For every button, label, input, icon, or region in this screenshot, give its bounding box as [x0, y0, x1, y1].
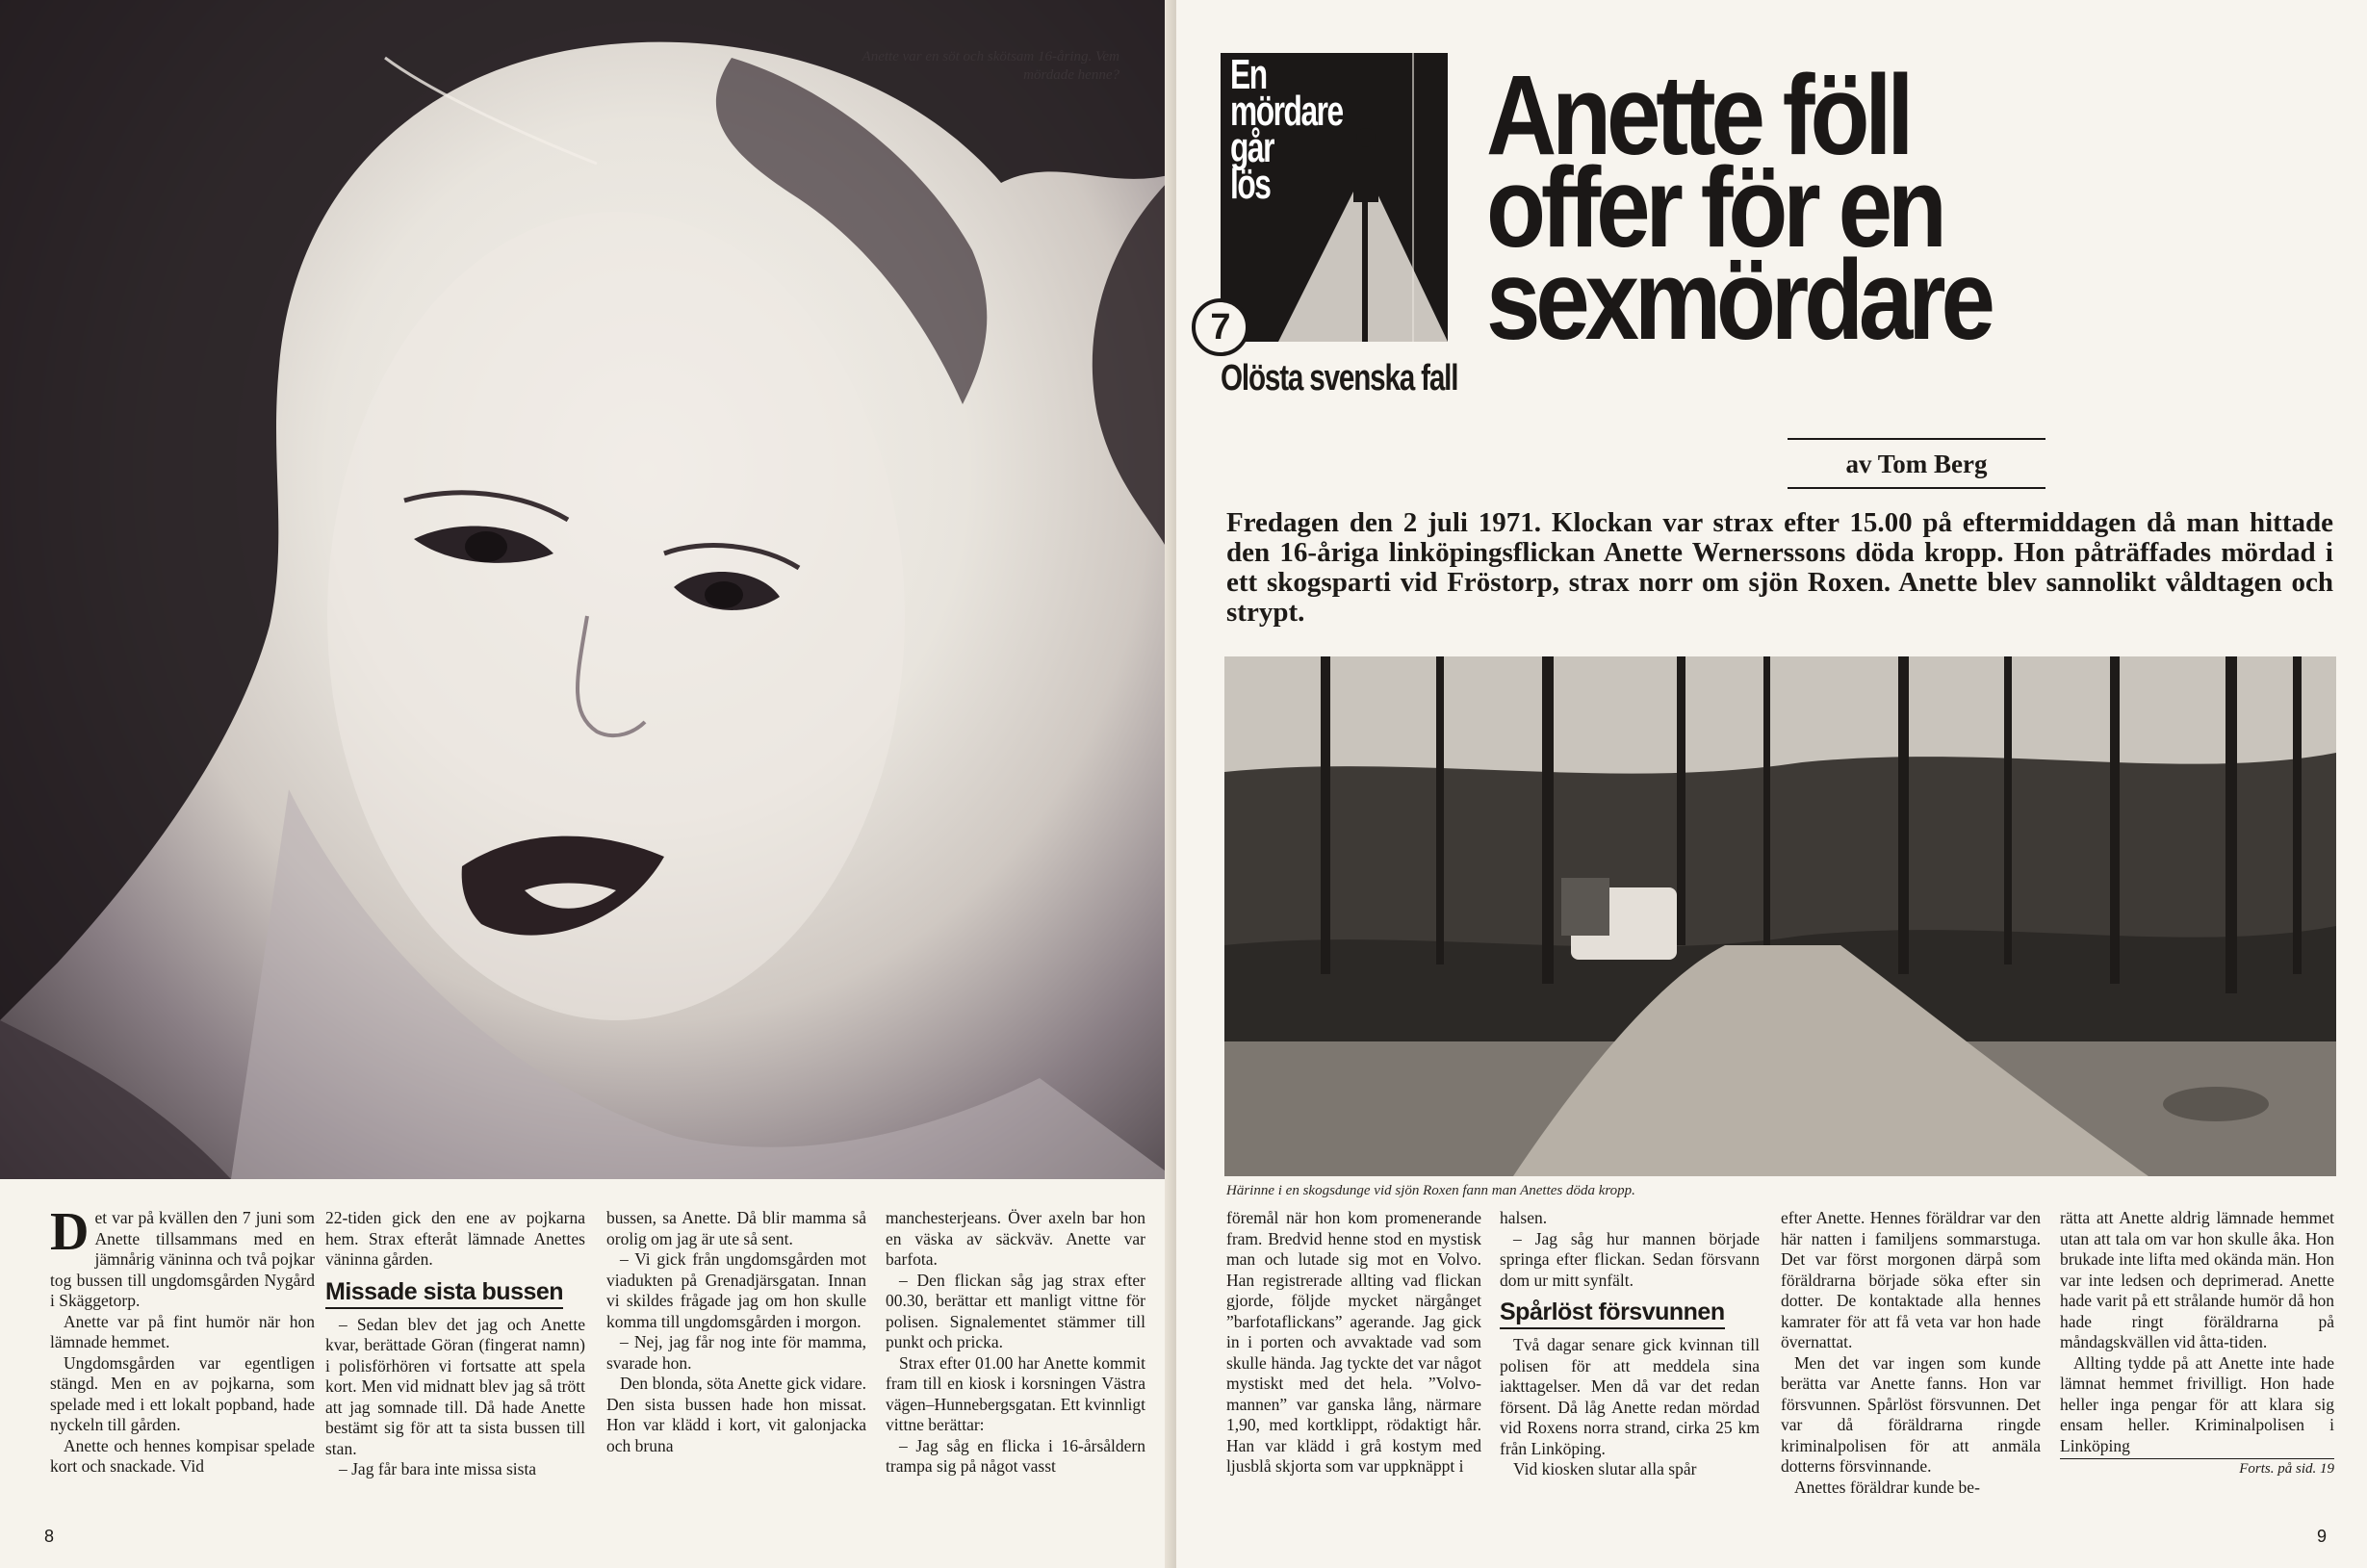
right-column-2 [1500, 1208, 1760, 1480]
forest-photo [1224, 656, 2336, 1176]
drop-cap: D [50, 1202, 90, 1262]
page-number: 8 [44, 1527, 55, 1546]
paragraph: Strax efter 01.00 har Anette kommit fram till en kiosk i korsningen Västra vägen–Hunnebergsgatan. Ett kvinnligt vittne berättar: [886, 1352, 1145, 1434]
paragraph: – Jag såg hur mannen började springa efter flickan. Sedan försvann dom ur mitt synfält. [1500, 1228, 1760, 1290]
paragraph: – Den flickan såg jag strax efter 00.30, berättar ett manligt vittne för polisen. Signalementet stämmer till punkt och pricka. [886, 1270, 1145, 1351]
headline-line: offer för en [1486, 144, 1942, 271]
paragraph: efter Anette. Hennes föräldrar var den här natten i familjens sommarstuga. Det var först morgonen därpå som föräldrarna började söka efter sin dotter. De kontaktade alla hennes kamrater för att få veta var hon hade övernattat. [1781, 1208, 2041, 1351]
subheading: Spårlöst försvunnen [1500, 1298, 1725, 1329]
paragraph: Anette och hennes kompisar spelade kort och snackade. Vid [50, 1435, 315, 1476]
headline-line: Anette föll [1486, 52, 1910, 179]
headline-line: sexmördare [1486, 237, 1991, 364]
paragraph: Ungdomsgården var egentligen stängd. Men en av pojkarna, som spelade med i ett lokalt popband, hade nyckeln till gården. [50, 1352, 315, 1434]
paragraph: manchesterjeans. Över axeln bar hon en väska av säckväv. Anette var barfota. [886, 1208, 1145, 1269]
right-column-4 [2060, 1208, 2334, 1480]
subheading: Missade sista bussen [325, 1278, 563, 1309]
series-title: En mördare går lös [1230, 53, 1343, 208]
paragraph: – Sedan blev det jag och Anette kvar, berättade Göran (fingerat namn) i polisförhören vi fortsatte att spela kort. Men vid midnatt blev jag så trött att jag somnade till. Då hade Anette bestämt sig för att ta sista bussen till stan. [325, 1314, 585, 1458]
paragraph: Anette var på fint humör när hon lämnade hemmet. [50, 1311, 315, 1351]
left-column-4 [886, 1208, 1145, 1478]
paragraph: Allting tydde på att Anette inte hade lämnat hemmet frivilligt. Hon hade heller inga pengar för att klara sig ensam heller. Kriminalpolisen i Linköping [2060, 1352, 2334, 1455]
page-number: 9 [2316, 1527, 2327, 1546]
left-column-1 [50, 1202, 315, 1478]
paragraph: – Jag får bara inte missa sista [339, 1459, 537, 1478]
paragraph: 22-tiden gick den ene av pojkarna hem. Strax efteråt lämnade Anettes väninna gården. [325, 1208, 585, 1269]
paragraph: föremål när hon kom promenerande fram. Bredvid henne stod en mystisk man och lutade sig mot en Volvo. Han registrerade allting vad flickan gjorde, följde mycket närgånget ”barfotaflickans” agerande. Jag gick in i porten och avvaktade vad som skulle hända. Jag tyckte det var något mystiskt med det hela. ”Volvo-mannen” var ganska lång, närmare 1,90, med kortklippt, rödaktigt hår. Han var klädd i grå kostym med ljusblå skjorta som var uppknäppt i [1226, 1208, 1481, 1476]
portrait-photo [0, 0, 1176, 1179]
series-subtitle: Olösta svenska fall [1221, 358, 1458, 398]
photo-caption: Härinne i en skogsdunge vid sjön Roxen fann man Anettes döda kropp. [1226, 1183, 1635, 1198]
portrait-illustration [0, 0, 1176, 1179]
byline: av Tom Berg [1788, 438, 2045, 489]
left-column-2 [325, 1208, 585, 1480]
photo-caption: Anette var en söt och skötsam 16-åring. Vem mördade henne? [862, 49, 1119, 83]
paragraph: Anettes föräldrar kunde be- [1794, 1477, 1980, 1497]
paragraph: Två dagar senare gick kvinnan till polisen för att meddela sina iakttagelser. Men då var det redan försent. Då låg Anette redan mördad vid Roxens norra strand, cirka 25 km från Linköping. [1500, 1335, 1760, 1458]
continued-note: Forts. på sid. 19 [2060, 1458, 2334, 1480]
forest-illustration [1224, 656, 2336, 1176]
paragraph: Den blonda, söta Anette gick vidare. Den sista bussen hade hon missat. Hon var klädd i kort, vit galonjacka och bruna [606, 1374, 866, 1455]
right-page [1176, 0, 2367, 1568]
paragraph: Vid kiosken slutar alla spår [1513, 1459, 1697, 1478]
right-column-3 [1781, 1208, 2041, 1498]
series-number-badge: 7 [1192, 298, 1249, 356]
paragraph: Men det var ingen som kunde berätta var Anette fanns. Hon var försvunnen. Spårlöst försvunnen. Det var då föräldrarna ringde kriminalpolisen för att anmäla dotterns försvinnande. [1781, 1352, 2041, 1476]
paragraph: et var på kvällen den 7 juni som Anette tillsammans med en jämnårig väninna och två pojkar tog bussen till ungdomsgården Nygård i Skäggetorp. [50, 1208, 315, 1310]
left-column-3 [606, 1208, 866, 1456]
paragraph: halsen. [1500, 1208, 1548, 1227]
right-column-1 [1226, 1208, 1481, 1478]
left-page [0, 0, 1176, 1568]
paragraph: bussen, sa Anette. Då blir mamma så orolig om jag är ute så sent. [606, 1208, 866, 1248]
paragraph: – Nej, jag får nog inte för mamma, svarade hon. [606, 1332, 866, 1373]
series-illustration [1221, 53, 1448, 342]
lead-paragraph: Fredagen den 2 juli 1971. Klockan var strax efter 15.00 på eftermiddagen då man hittade den 16-åriga linköpingsflickan Anette Wernerssons döda kropp. Hon påträffades mördad i ett skogsparti vid Fröstorp, strax norr om sjön Roxen. Anette blev sannolikt våldtagen och strypt. [1226, 507, 2333, 628]
headline [1486, 52, 2353, 364]
paragraph: – Vi gick från ungdomsgården mot viadukten på Grenadjärsgatan. Innan vi skildes frågade jag om hon skulle komma till ungdomsgården i morgon. [606, 1249, 866, 1331]
series-logo [1221, 53, 1448, 342]
paragraph: – Jag såg en flicka i 16-årsåldern trampa sig på något vasst [886, 1435, 1145, 1476]
paragraph: rätta att Anette aldrig lämnade hemmet utan att tala om var hon skulle åka. Hon brukade inte lifta med okända män. Hon var inte ledsen och deprimerad. Anette hade varit på ett strålande humör då hon hade ringt föräldrarna på måndagskvällen vid åtta-tiden. [2060, 1208, 2334, 1351]
